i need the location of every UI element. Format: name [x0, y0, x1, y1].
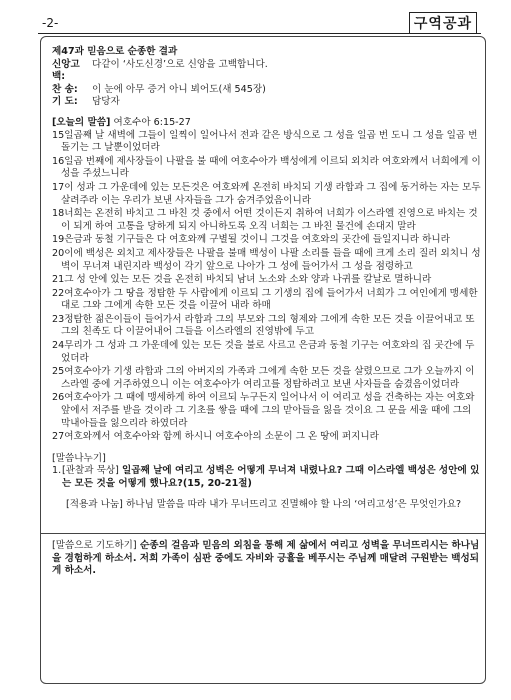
prayer-row	[52, 96, 482, 109]
verse-item: 24무리가 그 성과 그 가운데에 있는 모든 것을 불로 사르고 은금과 동철 기구는 여호와의 집 곳간에 두었더라	[52, 340, 475, 364]
verse-item: 20이에 백성은 외치고 제사장들은 나팔을 불매 백성이 나팔 소리를 들을 때에 크게 소리 질러 외치니 성벽이 무너져 내린지라 백성이 각기 앞으로 나아가 그 성에 들어가서 그 성을 점령하고	[52, 247, 481, 272]
hymn-label: 찬 송:	[52, 83, 78, 95]
scripture-heading	[52, 117, 482, 130]
verse-item: 16일곱 번째에 제사장들이 나팔을 불 때에 여호수아가 백성에게 이르되 외치라 여호와께서 너희에게 이 성을 주셨느니라	[52, 155, 481, 180]
prayer-text: 담당자	[92, 96, 120, 108]
page-number: -2-	[42, 16, 59, 30]
closing-prayer-label: [말씀으로 기도하기]	[52, 540, 137, 552]
apply-text: 하나님 말씀을 따라 내가 무너뜨리고 진멸해야 할 나의 ‘여리고성’은 무엇인가요?	[125, 498, 462, 510]
apply-item	[66, 499, 482, 512]
question-text: 일곱째 날에 여리고 성벽은 어떻게 무너져 내렸나요? 그때 이스라엘 백성은 성안에 있는 모든 것을 어떻게 했나요?(15, 20-21절)	[62, 465, 480, 489]
verse-item: 18너희는 온전히 바치고 그 바친 것 중에서 어떤 것이든지 취하여 너희가 이스라엘 진영으로 바치는 것이 되게 하여 고통을 당하게 되지 아니하도록 오직 너희는 그 바친 물건에 손대지 말라	[52, 208, 478, 232]
verse-item: 19은금과 동철 기구들은 다 여호와께 구별될 것이니 그것을 여호와의 곳간에 들일지니라 하니라	[52, 234, 450, 246]
question-tag: [관찰과 묵상]	[62, 465, 119, 477]
prayer-label: 기 도:	[52, 96, 78, 108]
closing-prayer	[40, 533, 486, 578]
hymn-row	[52, 84, 482, 97]
verse-item: 25여호수아가 기생 라합과 그의 아버지의 가족과 그에게 속한 모든 것을 살렸으므로 그가 오늘까지 이스라엘 중에 거주하였으니 이는 여호수아가 여리고를 정탐하려고 보낸 사자들을 숨겼음이었더라	[52, 366, 475, 390]
lesson-content	[52, 46, 482, 578]
verse-item: 17이 성과 그 가운데에 있는 모든것은 여호와께 온전히 바치되 기생 라합과 그 집에 동거하는 자는 모두 살려주라 이는 우리가 보낸 사자들을 그가 숨겨주었음이니라	[52, 181, 481, 206]
confession-row	[52, 59, 482, 84]
header-divider	[38, 33, 481, 34]
scripture-reference: 여호수아 6:15-27	[113, 116, 191, 128]
verse-item: 26여호수아가 그 때에 맹세하게 하여 이르되 누구든지 일어나서 이 여리고 성을 건축하는 자는 여호와 앞에서 저주를 받을 것이라 그 기초를 쌓을 때에 그의 맏아들을 잃을 것이요 그 문을 세울 때에 그의 막내아들을 잃으리라 하였더라	[52, 392, 475, 429]
verse-item: 23정탐한 젊은이들이 들어가서 라합과 그의 부모와 그의 형제와 그에게 속한 모든 것을 이끌어내고 또 그의 친족도 다 이끌어내어 그들을 이스라엘의 진영밖에 두고	[52, 313, 475, 338]
verse-item: 22여호수아가 그 땅을 정탐한 두 사람에게 이르되 그 기생의 집에 들어가서 너희가 그 여인에게 맹세한 대로 그와 그에게 속한 모든 것을 이끌어 내라 하매	[52, 287, 478, 312]
confession-text: 다같이 ‘사도신경’으로 신앙을 고백합니다.	[92, 58, 268, 70]
confession-label: 신앙고백:	[52, 58, 80, 83]
verse-item: 21그 성 안에 있는 모든 것을 온전히 바치되 남녀 노소와 소와 양과 나귀를 칼날로 멸하니라	[52, 274, 432, 286]
question-number: 1.	[52, 465, 62, 477]
apply-tag: [적용과 나눔]	[66, 498, 123, 510]
verse-item: 27여호와께서 여호수아와 함께 하시니 여호수아의 소문이 그 온 땅에 퍼지니라	[52, 431, 379, 443]
sharing-heading	[52, 453, 482, 466]
hymn-text: 이 눈에 아무 증거 아니 뵈어도(새 545장)	[92, 83, 266, 95]
booklet-title: 구역공과	[409, 12, 477, 34]
sharing-label: [말씀나누기]	[52, 452, 106, 464]
scripture-label: [오늘의 말씀]	[52, 116, 111, 128]
verse-list	[52, 130, 482, 444]
lesson-title: 제47과 믿음으로 순종한 결과	[52, 46, 178, 57]
question-item	[52, 465, 482, 490]
closing-prayer-text: 순종의 걸음과 믿음의 외침을 통해 제 삶에서 여리고 성벽을 무너뜨리시는 하나님을 경험하게 하소서. 저희 가족이 심판 중에도 자비와 긍휼을 베푸시는 주님께 매달려 구원받는 백성되게 하소서.	[52, 540, 480, 577]
verse-item: 15일곱째 날 새벽에 그들이 일찍이 일어나서 전과 같은 방식으로 그 성을 일곱 번 도니 그 성을 일곱 번 돌기는 그 날뿐이었더라	[52, 129, 478, 154]
